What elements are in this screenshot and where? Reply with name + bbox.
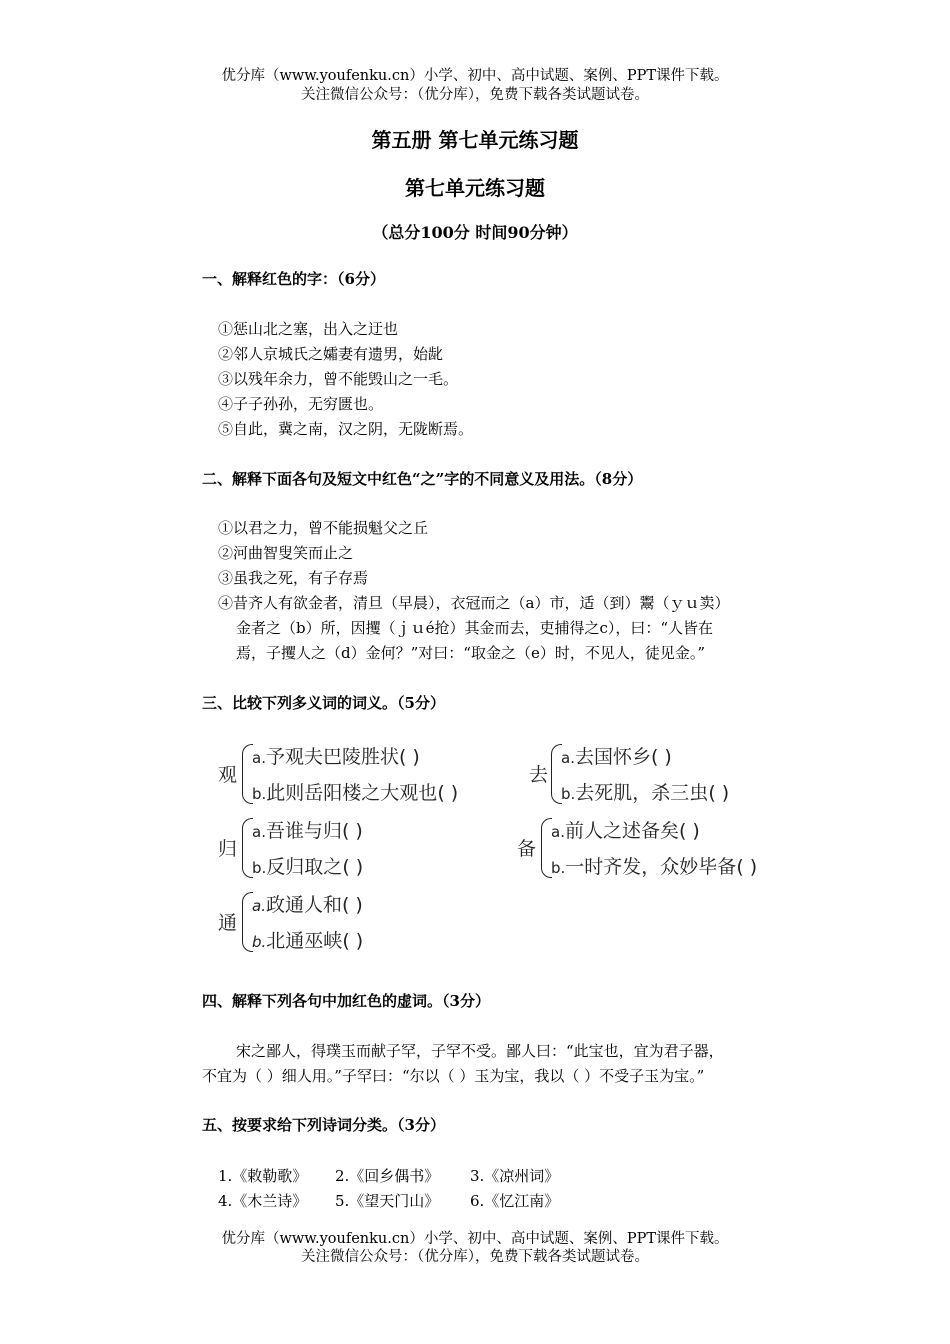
polysemy-option-a: a.政通人和( ) (252, 894, 363, 916)
polysemy-char: 去 (529, 764, 549, 786)
section-4-paragraph: 不宜为（ ）细人用。”子罕曰：“尔以（ ）玉为宝，我以（ ）不受子玉为宝。” (202, 1067, 705, 1085)
polysemy-option-a: a.前人之述备矣( ) (551, 820, 700, 842)
header-line-1: 优分库（www.youfenku.cn）小学、初中、高中试题、案例、PPT课件下载。 (221, 68, 729, 84)
polysemy-option-a: a.去国怀乡( ) (561, 746, 672, 768)
poem-item: 4.《木兰诗》 (218, 1192, 308, 1210)
page-title: 第五册 第七单元练习题 (371, 128, 579, 152)
polysemy-group (529, 738, 769, 808)
section-2-item: 金者之（b）所，因攫（ｊｕé抢）其金而去，吏捕得之c），曰：“人皆在 (236, 619, 714, 637)
poem-item: 5.《望天门山》 (335, 1192, 440, 1210)
polysemy-option-b: b.此则岳阳楼之大观也( ) (252, 782, 459, 804)
polysemy-char: 通 (218, 912, 238, 934)
section-3-heading: 三、比较下列多义词的词义。（5分） (202, 694, 445, 712)
section-2-item: ③虽我之死，有子存焉 (218, 569, 369, 587)
polysemy-group (218, 812, 418, 882)
poem-item: 1.《敕勒歌》 (218, 1167, 308, 1185)
section-4-heading: 四、解释下列各句中加红色的虚词。（3分） (202, 992, 490, 1010)
polysemy-char: 观 (218, 764, 238, 786)
polysemy-option-a: a.予观夫巴陵胜状( ) (252, 746, 420, 768)
section-1-item: ⑤自此，冀之南，汉之阴，无陇断焉。 (218, 420, 474, 438)
section-5-heading: 五、按要求给下列诗词分类。（3分） (202, 1116, 445, 1134)
polysemy-option-b: b.反归取之( ) (252, 856, 364, 878)
polysemy-group (218, 886, 418, 956)
polysemy-char: 备 (517, 838, 537, 860)
section-2-item: ④昔齐人有欲金者，清旦（早晨），衣冠而之（a）市，适（到）鬻（ｙｕ̀卖） (218, 594, 730, 612)
polysemy-option-b: b.北通巫峡( ) (252, 930, 364, 952)
polysemy-group (517, 812, 787, 882)
poem-item: 2.《回乡偶书》 (335, 1167, 440, 1185)
section-1-item: ③以残年余力，曾不能毁山之一毛。 (218, 370, 459, 388)
polysemy-char: 归 (218, 838, 238, 860)
poem-item: 6.《忆江南》 (470, 1192, 560, 1210)
section-1-item: ②邻人京城氏之孀妻有遗男，始龀 (218, 345, 444, 363)
poem-item: 3.《凉州词》 (470, 1167, 560, 1185)
page-subtitle: 第七单元练习题 (405, 176, 545, 200)
section-4-paragraph: 宋之鄙人，得璞玉而献子罕，子罕不受。鄙人曰：“此宝也，宜为君子器， (236, 1042, 724, 1060)
polysemy-group (218, 738, 508, 808)
section-2-item: ②河曲智叟笑而止之 (218, 544, 354, 562)
footer-line-2: 关注微信公众号：（优分库），免费下载各类试题试卷。 (301, 1249, 649, 1265)
section-1-heading: 一、解释红色的字：（6分） (202, 270, 385, 288)
section-2-heading: 二、解释下面各句及短文中红色“之”字的不同意义及用法。（8分） (202, 470, 643, 488)
polysemy-option-a: a.吾谁与归( ) (252, 820, 363, 842)
header-line-2: 关注微信公众号：（优分库），免费下载各类试题试卷。 (301, 87, 649, 103)
section-2-item: ①以君之力，曾不能损魁父之丘 (218, 519, 429, 537)
polysemy-option-b: b.一时齐发，众妙毕备( ) (551, 856, 758, 878)
score-info: （总分100分 时间90分钟） (372, 223, 578, 242)
section-1-item: ①惩山北之塞，出入之迂也 (218, 320, 399, 338)
footer-line-1: 优分库（www.youfenku.cn）小学、初中、高中试题、案例、PPT课件下载。 (221, 1231, 729, 1247)
section-1-item: ④子子孙孙，无穷匮也。 (218, 395, 384, 413)
polysemy-option-b: b.去死肌，杀三虫( ) (561, 782, 730, 804)
section-2-item: 焉，子攫人之（d）金何？”对曰：“取金之（e）时，不见人，徒见金。” (236, 644, 705, 662)
